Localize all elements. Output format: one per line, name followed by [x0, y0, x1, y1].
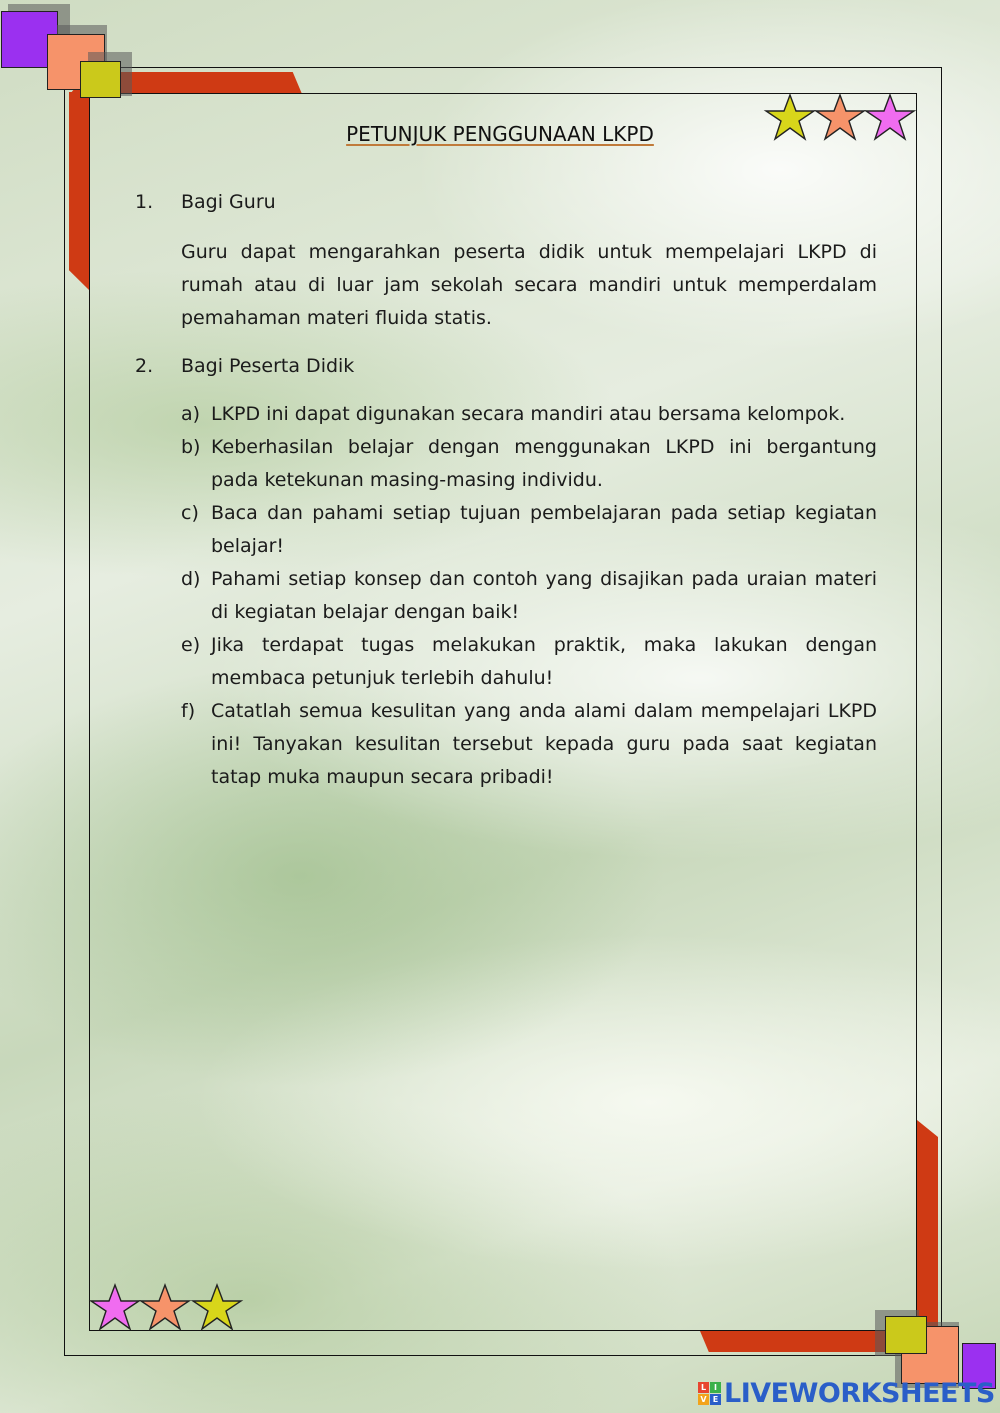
list-item-text: Pahami setiap konsep dan contoh yang disajikan pada uraian materi di kegiatan belajar dengan baik! [211, 568, 877, 623]
list-marker: d) [181, 568, 201, 590]
logo-letter: V [698, 1394, 709, 1405]
list-marker: a) [181, 403, 201, 425]
list-item [181, 695, 877, 794]
logo-letter: L [698, 1382, 709, 1393]
list-marker: b) [181, 436, 201, 458]
star-icon [141, 1285, 189, 1329]
list-marker: e) [181, 634, 201, 656]
list-item [181, 563, 877, 629]
list-item-text: LKPD ini dapat digunakan secara mandiri atau bersama kelompok. [211, 403, 846, 425]
section-title: Bagi Peserta Didik [181, 355, 355, 377]
star-icon [91, 1285, 139, 1329]
page-title: PETUNJUK PENGGUNAAN LKPD [346, 122, 654, 146]
list-item [181, 398, 877, 431]
section-paragraph: Guru dapat mengarahkan peserta didik untuk mempelajari LKPD di rumah atau di luar jam sekolah secara mandiri untuk memperdalam pemahaman materi fluida statis. [181, 241, 877, 329]
list-item [181, 497, 877, 563]
student-instructions-list [181, 398, 877, 794]
list-item-text: Catatlah semua kesulitan yang anda alami dalam mempelajari LKPD ini! Tanyakan kesulitan tersebut kepada guru pada saat kegiatan tatap muka maupun secara pribadi! [211, 700, 877, 788]
stars-bottom-left [88, 1283, 248, 1333]
list-marker: c) [181, 502, 199, 524]
section-title: Bagi Guru [181, 191, 276, 213]
logo-letter: E [710, 1394, 721, 1405]
liveworksheets-watermark[interactable] [698, 1378, 995, 1408]
list-item [181, 629, 877, 695]
yellow-square-decoration [80, 61, 121, 98]
instructions-content [135, 186, 877, 794]
yellow-square-decoration [885, 1316, 927, 1354]
list-item-text: Jika terdapat tugas melakukan praktik, maka lakukan dengan membaca petunjuk terlebih dahulu! [211, 634, 877, 689]
list-item-text: Keberhasilan belajar dengan menggunakan LKPD ini bergantung pada ketekunan masing-masing individu. [211, 436, 877, 491]
logo-letter: I [710, 1382, 721, 1393]
watermark-text: LIVEWORKSHEETS [724, 1377, 995, 1409]
section-heading [135, 186, 877, 219]
star-icon [193, 1285, 241, 1329]
section-number: 2. [135, 355, 154, 377]
list-item [181, 431, 877, 497]
section-number: 1. [135, 191, 154, 213]
liveworksheets-logo-icon [698, 1382, 721, 1405]
list-marker: f) [181, 700, 196, 722]
section-heading [135, 350, 877, 383]
list-item-text: Baca dan pahami setiap tujuan pembelajaran pada setiap kegiatan belajar! [211, 502, 877, 557]
